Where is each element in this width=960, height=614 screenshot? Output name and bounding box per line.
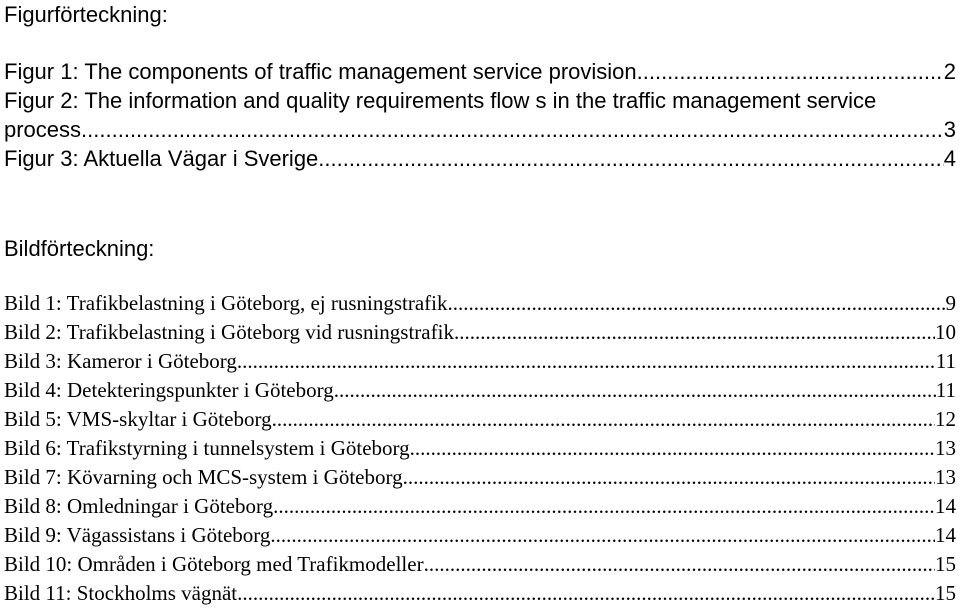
entry-label: Bild 6: Trafikstyrning i tunnelsystem i Göteborg [4,436,410,460]
entry-label: Figur 2: The information and quality requirements flow s in the traffic management service [4,88,877,113]
dot-leader [410,435,935,461]
toc-entry-figure-3[interactable] [4,145,956,173]
entry-label: Bild 9: Vägassistans i Göteborg [4,523,271,547]
entry-label: Bild 3: Kameror i Göteborg [4,349,237,373]
toc-entry-figure-1[interactable] [4,58,956,86]
dot-leader [273,493,935,519]
page-number: 15 [935,552,956,576]
dot-leader [81,116,944,144]
dot-leader [237,348,936,374]
page-number: 13 [935,465,956,489]
page-number: 11 [935,378,956,402]
toc-entry-image-2[interactable] [4,319,956,345]
dot-leader [424,551,935,577]
entry-label: Bild 2: Trafikbelastning i Göteborg vid rusningstrafik [4,320,454,344]
dot-leader [454,319,935,345]
toc-entry-image-3[interactable] [4,348,956,374]
toc-entry-image-5[interactable] [4,406,956,432]
toc-entry-image-4[interactable] [4,377,956,403]
toc-entry-image-10[interactable] [4,551,956,577]
toc-entry-image-9[interactable] [4,522,956,548]
page-number: 14 [935,523,956,547]
entry-label: Bild 8: Omledningar i Göteborg [4,494,274,518]
page-number: 12 [935,407,956,431]
toc-entry-image-8[interactable] [4,493,956,519]
entry-label: Bild 4: Detekteringspunkter i Göteborg [4,378,334,402]
page-number: 11 [935,349,956,373]
toc-entry-image-6[interactable] [4,435,956,461]
page-number: 4 [943,146,956,171]
dot-leader [403,464,935,490]
entry-label: Bild 10: Områden i Göteborg med Trafikmodeller [4,552,424,576]
entry-label: Figur 1: The components of traffic management service provision [4,59,637,84]
image-list-heading: Bildförteckning: [4,236,155,261]
entry-label: Bild 11: Stockholms vägnät [4,581,238,605]
dot-leader [237,580,935,606]
dot-leader [270,522,935,548]
dot-leader [318,145,943,173]
toc-entry-figure-2-line2[interactable] [4,116,956,144]
page-number: 2 [943,59,956,84]
toc-entry-image-1[interactable] [4,290,956,316]
page-number: 15 [935,581,956,605]
entry-label: Bild 7: Kövarning och MCS-system i Göteborg [4,465,403,489]
page-number: 10 [935,320,956,344]
entry-label-continued: process [4,117,82,142]
toc-entry-image-7[interactable] [4,464,956,490]
entry-label: Bild 5: VMS-skyltar i Göteborg [4,407,272,431]
toc-entry-image-11[interactable] [4,580,956,606]
dot-leader [448,290,946,316]
page-number: 13 [935,436,956,460]
dot-leader [637,58,944,86]
entry-label: Bild 1: Trafikbelastning i Göteborg, ej rusningstrafik [4,291,448,315]
toc-entry-figure-2-line1[interactable] [4,87,956,115]
figure-list-heading: Figurförteckning: [4,2,168,27]
page-number: 3 [943,117,956,142]
dot-leader [272,406,935,432]
page-number: 9 [945,291,956,315]
page-number: 14 [935,494,956,518]
dot-leader [334,377,936,403]
entry-label: Figur 3: Aktuella Vägar i Sverige [4,146,319,171]
